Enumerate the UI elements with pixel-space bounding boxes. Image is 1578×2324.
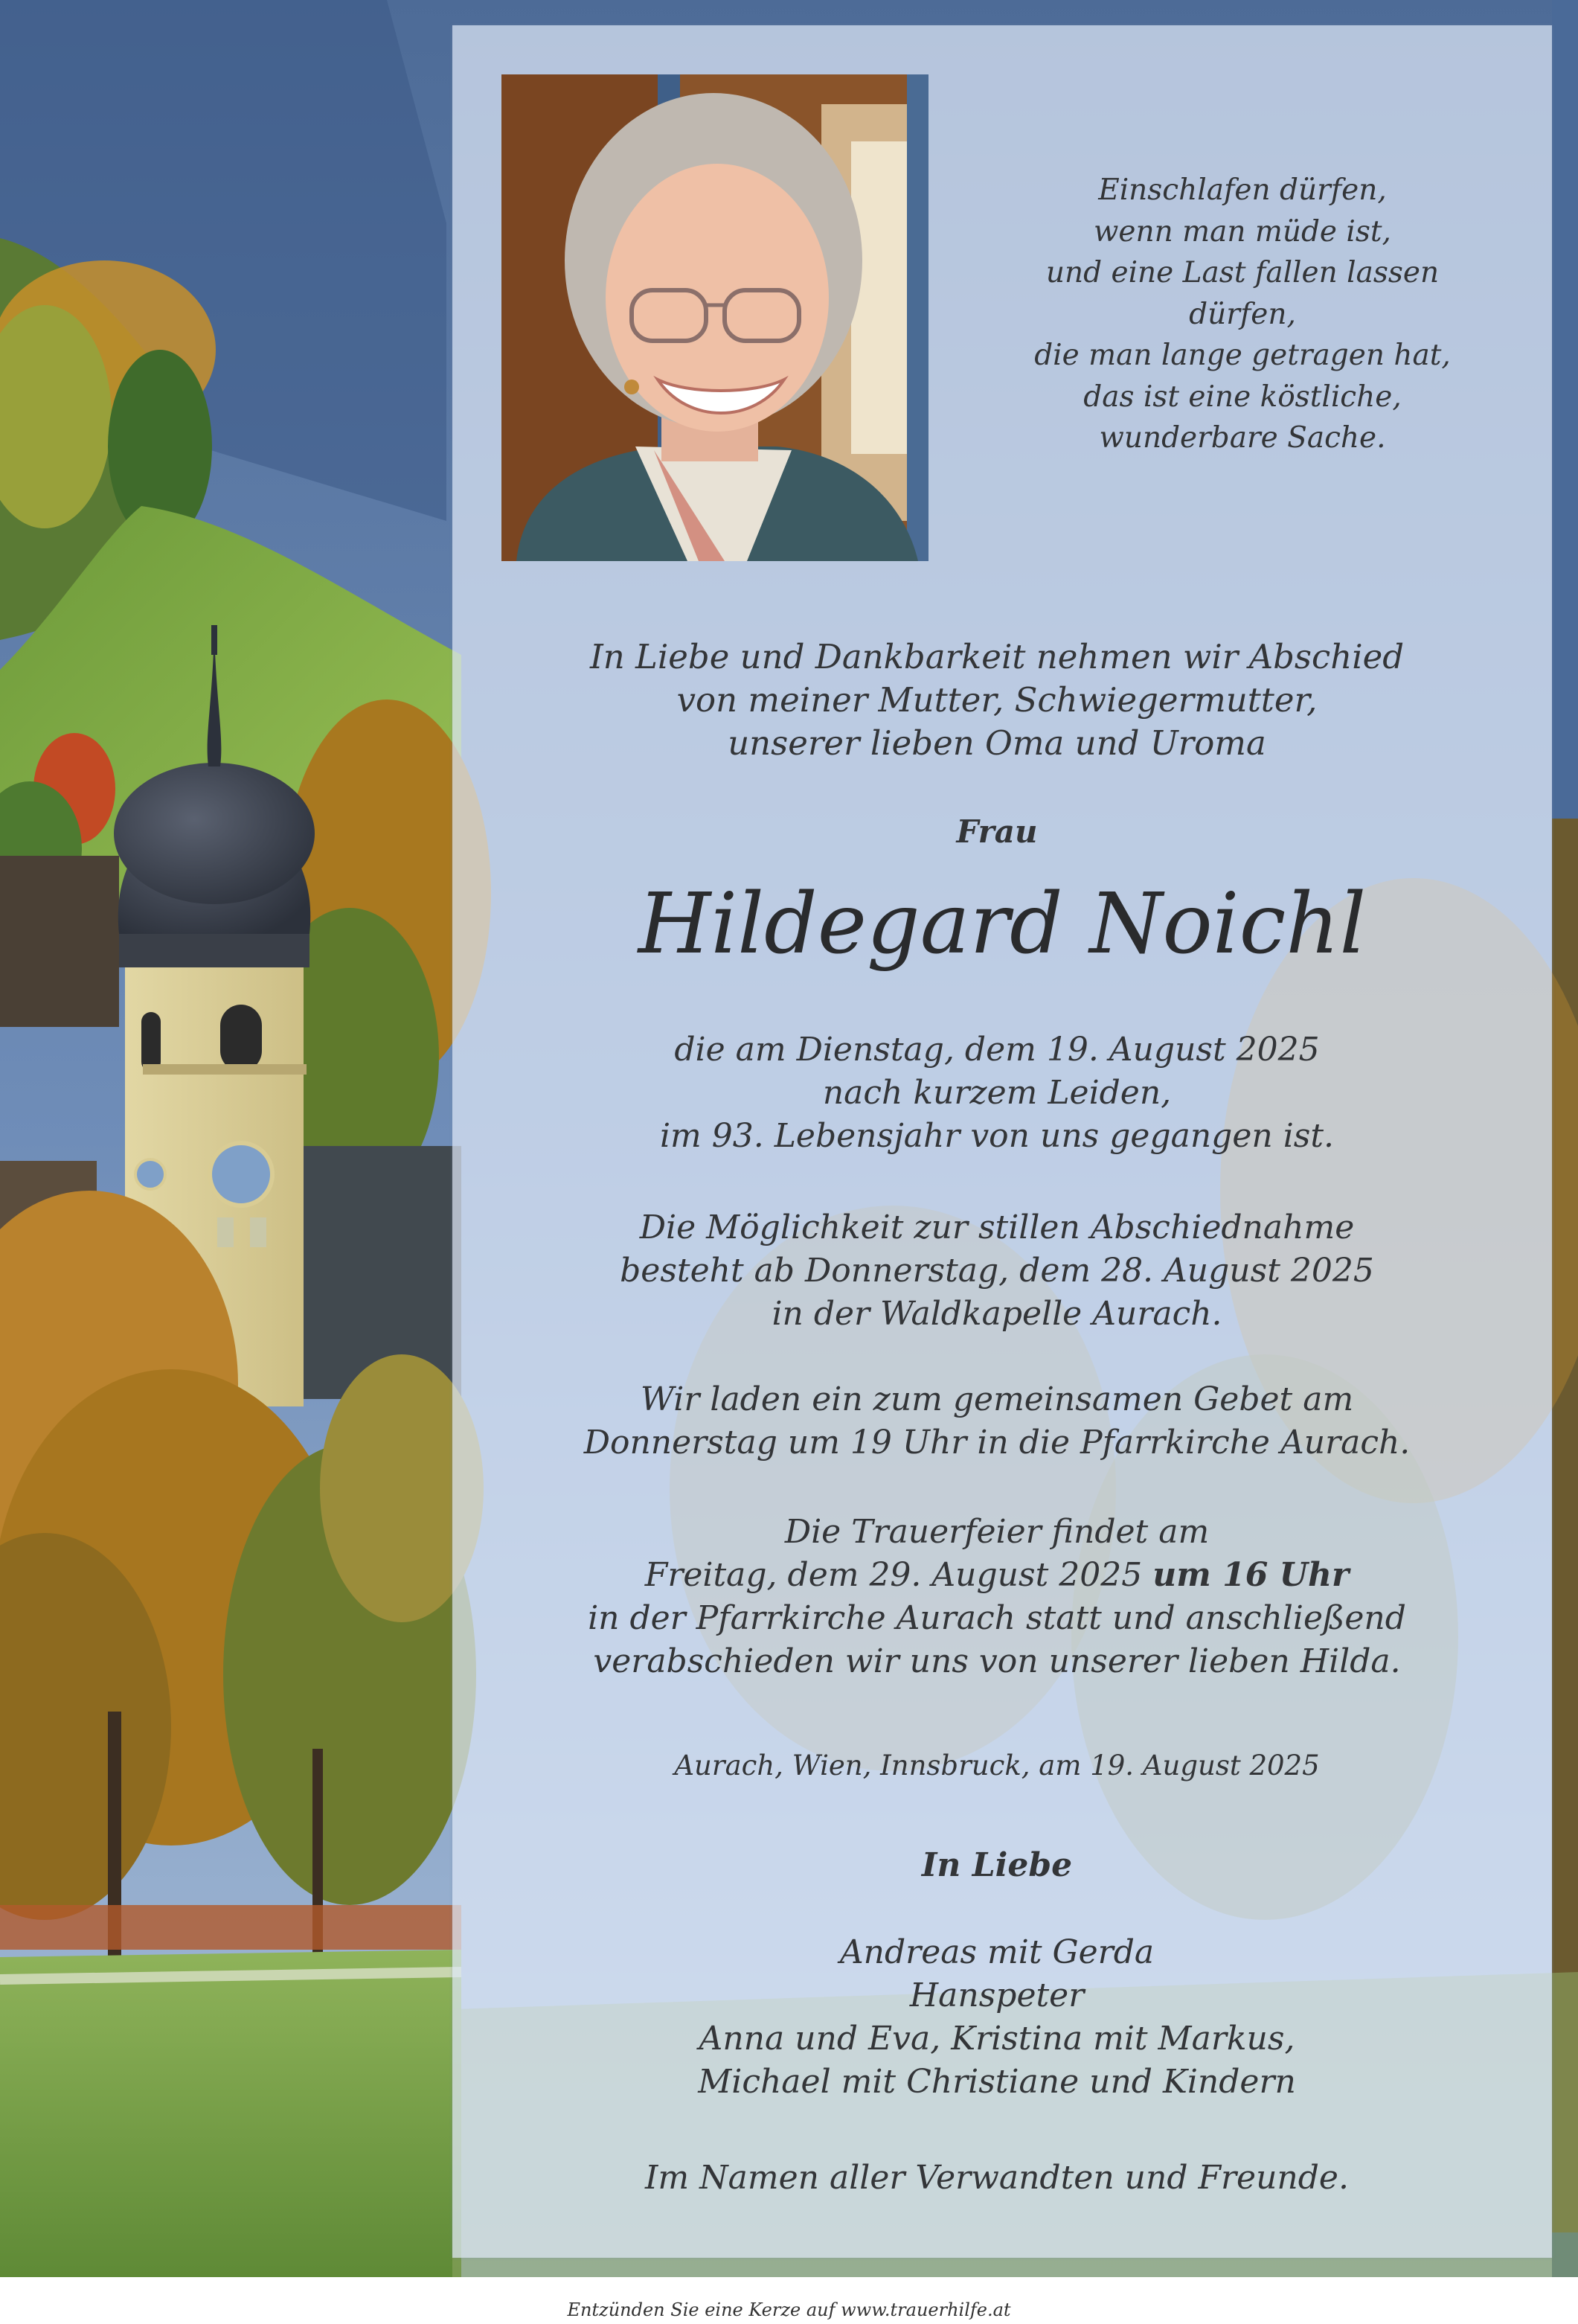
poem-line: wunderbare Sache.	[1099, 421, 1386, 455]
poem-line: dürfen,	[1189, 297, 1296, 331]
family-line: Andreas mit Gerda	[839, 1933, 1155, 1971]
funeral-line: in der Pfarrkirche Aurach statt und anschließend	[588, 1599, 1406, 1637]
family-line: Anna und Eva, Kristina mit Markus,	[699, 2020, 1295, 2058]
in-love-heading: In Liebe	[921, 1846, 1073, 1884]
death-notice	[476, 1028, 1518, 1158]
poem-line: Einschlafen dürfen,	[1098, 173, 1387, 207]
family-line: Hanspeter	[909, 1976, 1085, 2014]
viewing-line: Die Möglichkeit zur stillen Abschiednahme	[639, 1209, 1355, 1246]
death-notice-line: im 93. Lebensjahr von uns gegangen ist.	[659, 1117, 1335, 1155]
death-notice-line: nach kurzem Leiden,	[822, 1074, 1172, 1112]
funeral-line: verabschieden wir uns von unserer lieben Hilda.	[593, 1642, 1401, 1680]
prayer-info	[476, 1378, 1518, 1464]
poem-line: und eine Last fallen lassen	[1045, 256, 1440, 289]
funeral-line: Die Trauerfeier findet am	[784, 1513, 1210, 1551]
footer-candle-link[interactable]: Entzünden Sie eine Kerze auf www.trauerhilfe.at	[567, 2299, 1011, 2320]
intro-line: In Liebe und Dankbarkeit nehmen wir Abschied	[589, 637, 1405, 676]
poem-line: wenn man müde ist,	[1094, 214, 1391, 249]
salutation: Frau	[956, 813, 1038, 850]
viewing-line: in der Waldkapelle Aurach.	[772, 1295, 1222, 1333]
viewing-line: besteht ab Donnerstag, dem 28. August 2025	[620, 1252, 1374, 1290]
prayer-line: Donnerstag um 19 Uhr in die Pfarrkirche Aurach.	[583, 1424, 1411, 1462]
funeral-time: um 16 Uhr	[1152, 1556, 1350, 1594]
poem	[945, 170, 1540, 459]
funeral-info	[476, 1511, 1518, 1683]
funeral-date: Freitag, dem 29. August 2025	[644, 1556, 1153, 1594]
viewing-info	[476, 1206, 1518, 1336]
intro-text	[476, 636, 1518, 765]
poem-line: das ist eine köstliche,	[1083, 380, 1402, 414]
family-list	[476, 1931, 1518, 2104]
relatives-line: Im Namen aller Verwandten und Freunde.	[645, 2159, 1349, 2197]
prayer-line: Wir laden ein zum gemeinsamen Gebet am	[640, 1380, 1354, 1418]
death-notice-line: die am Dienstag, dem 19. August 2025	[674, 1031, 1320, 1069]
intro-line: unserer lieben Oma und Uroma	[728, 723, 1266, 763]
deceased-name: Hildegard Noichl	[638, 876, 1367, 973]
place-date: Aurach, Wien, Innsbruck, am 19. August 2025	[674, 1750, 1320, 1782]
family-line: Michael mit Christiane und Kindern	[698, 2063, 1296, 2101]
intro-line: von meiner Mutter, Schwiegermutter,	[676, 680, 1318, 720]
funeral-line	[476, 1554, 1518, 1597]
portrait-photo	[501, 74, 928, 561]
poem-line: die man lange getragen hat,	[1034, 339, 1451, 372]
